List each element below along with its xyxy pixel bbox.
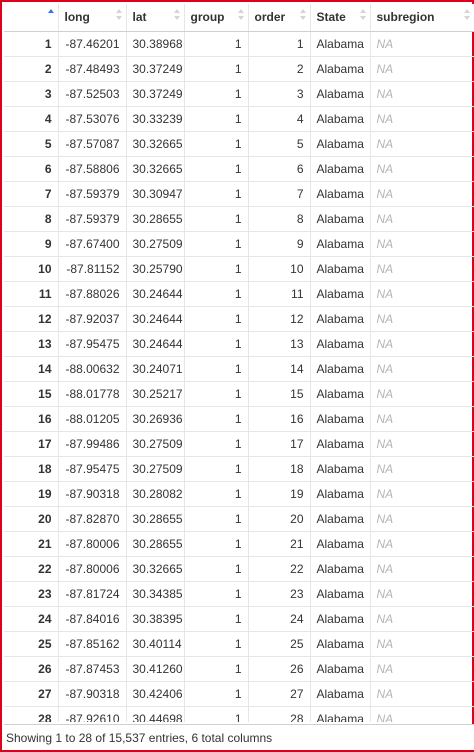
row-index: 3 <box>4 81 58 106</box>
table-row <box>4 56 474 81</box>
table-cell: 30.27509 <box>126 456 184 481</box>
row-index: 2 <box>4 56 58 81</box>
table-cell: 1 <box>184 606 248 631</box>
table-cell: NA <box>370 681 474 706</box>
row-index: 16 <box>4 406 58 431</box>
table-cell: 1 <box>184 231 248 256</box>
table-cell: -87.90318 <box>58 481 126 506</box>
table-cell: 21 <box>248 531 310 556</box>
table-cell: -87.46201 <box>58 31 126 56</box>
header-row <box>4 4 474 31</box>
table-cell: 30.44698 <box>126 706 184 722</box>
table-cell: 30.32665 <box>126 156 184 181</box>
table-row <box>4 306 474 331</box>
row-index: 12 <box>4 306 58 331</box>
table-cell: NA <box>370 181 474 206</box>
table-cell: NA <box>370 31 474 56</box>
table-cell: 1 <box>184 681 248 706</box>
table-cell: 1 <box>184 456 248 481</box>
table-row <box>4 656 474 681</box>
table-row <box>4 256 474 281</box>
table-cell: NA <box>370 231 474 256</box>
table-cell: 1 <box>184 381 248 406</box>
table-cell: 30.24644 <box>126 306 184 331</box>
table-row <box>4 181 474 206</box>
table-cell: NA <box>370 306 474 331</box>
table-cell: 1 <box>184 56 248 81</box>
table-cell: -87.95475 <box>58 456 126 481</box>
table-cell: NA <box>370 356 474 381</box>
table-cell: 30.38395 <box>126 606 184 631</box>
column-header-order[interactable] <box>248 4 310 31</box>
table-cell: 30.28082 <box>126 481 184 506</box>
table-cell: 22 <box>248 556 310 581</box>
table-cell: 17 <box>248 431 310 456</box>
row-index: 5 <box>4 131 58 156</box>
table-cell: Alabama <box>310 556 370 581</box>
column-header-long[interactable] <box>58 4 126 31</box>
table-cell: 30.37249 <box>126 56 184 81</box>
table-cell: 30.27509 <box>126 431 184 456</box>
row-index: 4 <box>4 106 58 131</box>
table-cell: Alabama <box>310 606 370 631</box>
table-cell: 30.25217 <box>126 381 184 406</box>
table-cell: Alabama <box>310 206 370 231</box>
table-row <box>4 531 474 556</box>
data-grid <box>4 4 474 722</box>
table-cell: Alabama <box>310 181 370 206</box>
row-index: 17 <box>4 431 58 456</box>
table-cell: 1 <box>184 181 248 206</box>
table-row <box>4 556 474 581</box>
table-cell: 25 <box>248 631 310 656</box>
table-cell: NA <box>370 56 474 81</box>
table-row <box>4 356 474 381</box>
row-index: 23 <box>4 581 58 606</box>
column-header-label: subregion <box>376 10 435 25</box>
table-cell: NA <box>370 656 474 681</box>
row-index: 26 <box>4 656 58 681</box>
table-cell: 1 <box>184 531 248 556</box>
table-cell: NA <box>370 706 474 722</box>
row-index: 19 <box>4 481 58 506</box>
table-cell: 8 <box>248 206 310 231</box>
row-index: 21 <box>4 531 58 556</box>
table-cell: 12 <box>248 306 310 331</box>
table-cell: -88.01778 <box>58 381 126 406</box>
table-cell: 1 <box>184 406 248 431</box>
table-row <box>4 331 474 356</box>
row-index: 28 <box>4 706 58 722</box>
table-cell: 1 <box>184 481 248 506</box>
table-cell: -87.82870 <box>58 506 126 531</box>
table-cell: 1 <box>184 581 248 606</box>
table-cell: 20 <box>248 506 310 531</box>
column-header-subregion[interactable] <box>370 4 474 31</box>
table-row <box>4 81 474 106</box>
table-cell: Alabama <box>310 406 370 431</box>
column-header-group[interactable] <box>184 4 248 31</box>
table-cell: -87.92610 <box>58 706 126 722</box>
table-row <box>4 606 474 631</box>
table-cell: 30.41260 <box>126 656 184 681</box>
table-cell: Alabama <box>310 156 370 181</box>
table-cell: 14 <box>248 356 310 381</box>
table-cell: 1 <box>184 131 248 156</box>
table-cell: 3 <box>248 81 310 106</box>
sort-icon[interactable] <box>116 9 122 23</box>
table-cell: -87.99486 <box>58 431 126 456</box>
sort-ascending-icon[interactable] <box>48 9 54 23</box>
table-row <box>4 631 474 656</box>
table-cell: -87.88026 <box>58 281 126 306</box>
status-bar <box>4 724 474 750</box>
row-index: 20 <box>4 506 58 531</box>
table-row <box>4 506 474 531</box>
table-cell: Alabama <box>310 81 370 106</box>
table-cell: 1 <box>184 706 248 722</box>
table-cell: 1 <box>184 281 248 306</box>
table-cell: 6 <box>248 156 310 181</box>
column-header-label: State <box>316 10 346 25</box>
column-header-lat[interactable] <box>126 4 184 31</box>
table-cell: 30.28655 <box>126 206 184 231</box>
table-cell: 1 <box>184 206 248 231</box>
table-row <box>4 406 474 431</box>
sort-icon[interactable] <box>174 9 180 23</box>
table-cell: Alabama <box>310 56 370 81</box>
table-cell: -87.81152 <box>58 256 126 281</box>
column-header-label: order <box>254 10 286 25</box>
table-cell: -87.80006 <box>58 556 126 581</box>
row-index: 22 <box>4 556 58 581</box>
table-cell: NA <box>370 431 474 456</box>
column-header-label: long <box>64 10 90 25</box>
table-cell: 30.40114 <box>126 631 184 656</box>
table-cell: 11 <box>248 281 310 306</box>
table-cell: 1 <box>184 256 248 281</box>
table-cell: NA <box>370 606 474 631</box>
table-cell: 30.28655 <box>126 531 184 556</box>
table-cell: -87.48493 <box>58 56 126 81</box>
data-table <box>4 4 474 722</box>
table-cell: -87.80006 <box>58 531 126 556</box>
table-cell: Alabama <box>310 331 370 356</box>
table-cell: Alabama <box>310 131 370 156</box>
table-cell: 30.42406 <box>126 681 184 706</box>
row-index: 15 <box>4 381 58 406</box>
table-cell: NA <box>370 506 474 531</box>
table-row <box>4 231 474 256</box>
table-row <box>4 381 474 406</box>
table-cell: 30.25790 <box>126 256 184 281</box>
table-cell: 30.32665 <box>126 131 184 156</box>
column-header-label: group <box>190 10 225 25</box>
table-cell: 30.27509 <box>126 231 184 256</box>
table-cell: NA <box>370 131 474 156</box>
table-cell: -87.59379 <box>58 206 126 231</box>
table-cell: 1 <box>184 306 248 331</box>
row-index: 24 <box>4 606 58 631</box>
table-cell: 9 <box>248 231 310 256</box>
table-row <box>4 131 474 156</box>
table-cell: 1 <box>248 31 310 56</box>
row-index: 14 <box>4 356 58 381</box>
table-cell: 27 <box>248 681 310 706</box>
table-cell: Alabama <box>310 506 370 531</box>
table-row <box>4 206 474 231</box>
table-cell: -87.58806 <box>58 156 126 181</box>
table-cell: 10 <box>248 256 310 281</box>
table-cell: 30.38968 <box>126 31 184 56</box>
table-row <box>4 31 474 56</box>
table-cell: 1 <box>184 556 248 581</box>
table-cell: 1 <box>184 506 248 531</box>
table-cell: Alabama <box>310 256 370 281</box>
table-cell: 2 <box>248 56 310 81</box>
table-row <box>4 431 474 456</box>
table-cell: 26 <box>248 656 310 681</box>
table-cell: NA <box>370 481 474 506</box>
table-cell: -87.95475 <box>58 331 126 356</box>
table-body <box>4 31 474 722</box>
table-cell: 13 <box>248 331 310 356</box>
table-cell: 7 <box>248 181 310 206</box>
table-cell: NA <box>370 281 474 306</box>
table-cell: 1 <box>184 331 248 356</box>
table-cell: Alabama <box>310 706 370 722</box>
table-cell: NA <box>370 631 474 656</box>
table-cell: -87.92037 <box>58 306 126 331</box>
table-cell: NA <box>370 381 474 406</box>
row-index: 18 <box>4 456 58 481</box>
table-cell: 4 <box>248 106 310 131</box>
table-cell: NA <box>370 156 474 181</box>
table-row <box>4 106 474 131</box>
table-cell: -87.53076 <box>58 106 126 131</box>
row-index: 27 <box>4 681 58 706</box>
table-cell: 16 <box>248 406 310 431</box>
table-row <box>4 456 474 481</box>
table-cell: NA <box>370 581 474 606</box>
table-cell: Alabama <box>310 31 370 56</box>
row-index: 25 <box>4 631 58 656</box>
table-cell: -87.52503 <box>58 81 126 106</box>
entries-info: Showing 1 to 28 of 15,537 entries, 6 total columns <box>6 731 273 745</box>
table-cell: -88.01205 <box>58 406 126 431</box>
table-cell: 30.28655 <box>126 506 184 531</box>
table-cell: 1 <box>184 31 248 56</box>
table-cell: 1 <box>184 431 248 456</box>
table-cell: Alabama <box>310 531 370 556</box>
table-row <box>4 156 474 181</box>
table-cell: 1 <box>184 631 248 656</box>
table-cell: 30.34385 <box>126 581 184 606</box>
table-cell: Alabama <box>310 356 370 381</box>
table-cell: 1 <box>184 106 248 131</box>
table-cell: 30.24644 <box>126 281 184 306</box>
table-cell: -87.59379 <box>58 181 126 206</box>
table-cell: NA <box>370 256 474 281</box>
table-cell: -87.90318 <box>58 681 126 706</box>
table-cell: 18 <box>248 456 310 481</box>
table-cell: Alabama <box>310 281 370 306</box>
table-cell: -87.81724 <box>58 581 126 606</box>
row-index: 9 <box>4 231 58 256</box>
table-cell: -87.87453 <box>58 656 126 681</box>
table-row <box>4 681 474 706</box>
table-cell: 5 <box>248 131 310 156</box>
table-cell: 30.24644 <box>126 331 184 356</box>
table-row <box>4 706 474 722</box>
sort-icon[interactable] <box>464 9 470 23</box>
table-cell: 24 <box>248 606 310 631</box>
table-cell: Alabama <box>310 656 370 681</box>
table-cell: NA <box>370 556 474 581</box>
table-cell: 30.32665 <box>126 556 184 581</box>
table-row <box>4 481 474 506</box>
table-cell: NA <box>370 206 474 231</box>
table-cell: Alabama <box>310 456 370 481</box>
column-header-index[interactable] <box>4 4 58 31</box>
table-cell: NA <box>370 106 474 131</box>
sort-icon[interactable] <box>238 9 244 23</box>
table-cell: Alabama <box>310 381 370 406</box>
row-index: 1 <box>4 31 58 56</box>
column-header-state[interactable] <box>310 4 370 31</box>
sort-icon[interactable] <box>300 9 306 23</box>
row-index: 6 <box>4 156 58 181</box>
table-cell: 15 <box>248 381 310 406</box>
table-cell: 23 <box>248 581 310 606</box>
table-cell: -87.85162 <box>58 631 126 656</box>
table-cell: NA <box>370 406 474 431</box>
row-index: 7 <box>4 181 58 206</box>
table-cell: 1 <box>184 81 248 106</box>
row-index: 8 <box>4 206 58 231</box>
row-index: 10 <box>4 256 58 281</box>
table-cell: Alabama <box>310 306 370 331</box>
table-cell: 30.26936 <box>126 406 184 431</box>
table-cell: 30.37249 <box>126 81 184 106</box>
table-cell: Alabama <box>310 431 370 456</box>
table-cell: -87.67400 <box>58 231 126 256</box>
table-cell: NA <box>370 81 474 106</box>
table-cell: Alabama <box>310 106 370 131</box>
table-cell: Alabama <box>310 631 370 656</box>
table-cell: -87.57087 <box>58 131 126 156</box>
table-cell: Alabama <box>310 581 370 606</box>
row-index: 11 <box>4 281 58 306</box>
table-cell: 1 <box>184 356 248 381</box>
table-row <box>4 581 474 606</box>
table-cell: 1 <box>184 656 248 681</box>
table-cell: NA <box>370 331 474 356</box>
table-cell: Alabama <box>310 231 370 256</box>
table-cell: 30.33239 <box>126 106 184 131</box>
table-cell: Alabama <box>310 681 370 706</box>
table-cell: 19 <box>248 481 310 506</box>
table-row <box>4 281 474 306</box>
column-header-label: lat <box>132 10 147 25</box>
table-cell: Alabama <box>310 481 370 506</box>
sort-icon[interactable] <box>360 9 366 23</box>
table-cell: 28 <box>248 706 310 722</box>
row-index: 13 <box>4 331 58 356</box>
table-cell: -88.00632 <box>58 356 126 381</box>
table-cell: 1 <box>184 156 248 181</box>
table-cell: 30.30947 <box>126 181 184 206</box>
table-cell: 30.24071 <box>126 356 184 381</box>
table-cell: -87.84016 <box>58 606 126 631</box>
table-cell: NA <box>370 456 474 481</box>
table-cell: NA <box>370 531 474 556</box>
